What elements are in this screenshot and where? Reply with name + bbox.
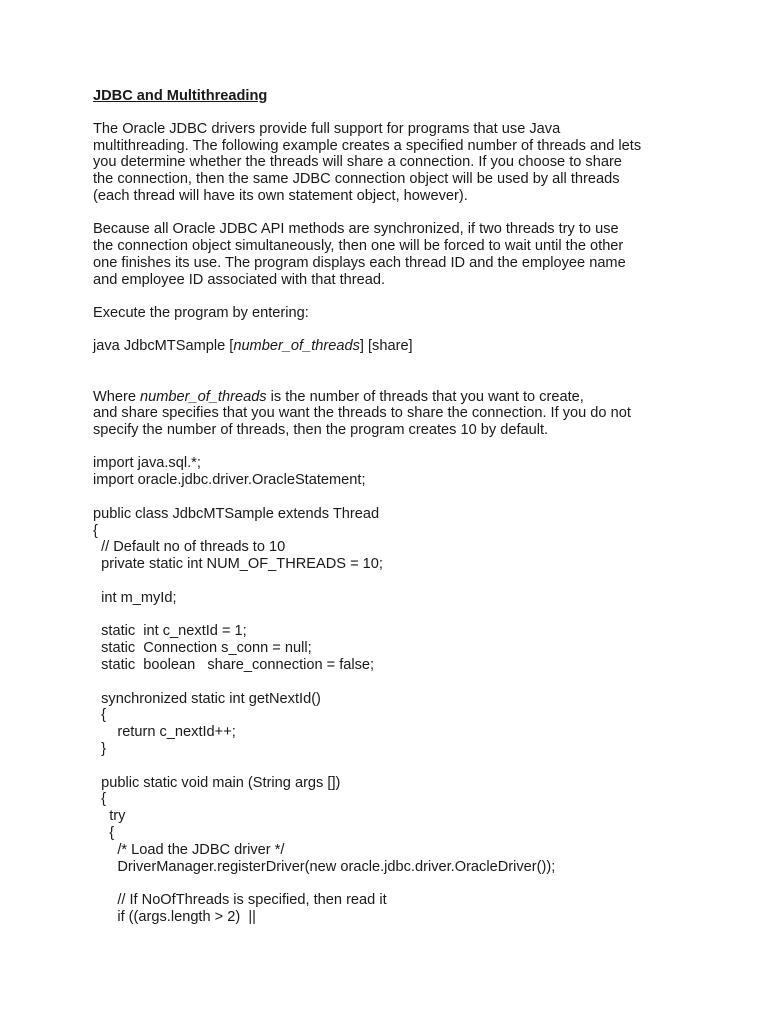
- intro-paragraph: [93, 121, 733, 205]
- code-line: {: [93, 824, 115, 841]
- text-line: and employee ID associated with that thread.: [93, 271, 386, 288]
- text-line: and share specifies that you want the threads to share the connection. If you do not: [93, 405, 631, 422]
- code-line: {: [93, 522, 98, 539]
- code-listing: [93, 455, 733, 925]
- code-line: private static int NUM_OF_THREADS = 10;: [93, 556, 383, 573]
- code-line: /* Load the JDBC driver */: [93, 841, 285, 858]
- where-paragraph: [93, 389, 733, 439]
- text-line: the connection, then the same JDBC connection object will be used by all threads: [93, 171, 620, 188]
- code-line: {: [93, 707, 106, 724]
- text-line: the connection object simultaneously, then one will be forced to wait until the other: [93, 238, 624, 255]
- where-param: number_of_threads: [140, 388, 267, 405]
- command-param: number_of_threads: [233, 338, 360, 355]
- code-line: // Default no of threads to 10: [93, 539, 286, 556]
- command-suffix: ] [share]: [359, 338, 413, 355]
- code-line: public class JdbcMTSample extends Thread: [93, 505, 380, 522]
- synchronization-paragraph: [93, 221, 733, 288]
- execute-instruction: [93, 305, 733, 322]
- code-line: [93, 607, 733, 624]
- code-line: static Connection s_conn = null;: [93, 640, 312, 657]
- code-line: public static void main (String args []): [93, 774, 341, 791]
- document-title: JDBC and Multithreading: [93, 88, 268, 104]
- code-line: }: [93, 741, 106, 757]
- text-line: The Oracle JDBC drivers provide full support for programs that use Java: [93, 120, 561, 137]
- command-line: [93, 338, 733, 355]
- code-line: // If NoOfThreads is specified, then read it: [93, 892, 387, 909]
- where-suffix: is the number of threads that you want to create,: [266, 388, 584, 405]
- code-line: import oracle.jdbc.driver.OracleStatement;: [93, 472, 366, 489]
- command-prefix: java JdbcMTSample [: [93, 338, 234, 355]
- code-line: DriverManager.registerDriver(new oracle.jdbc.driver.OracleDriver());: [93, 858, 556, 875]
- document-page: [93, 88, 733, 926]
- code-line: try: [93, 808, 126, 825]
- code-line: [93, 875, 733, 892]
- code-line: if ((args.length > 2) ||: [93, 908, 256, 925]
- code-line: [93, 758, 733, 775]
- code-line: [93, 573, 733, 590]
- code-line: [93, 489, 733, 506]
- code-line: static boolean share_connection = false;: [93, 657, 375, 674]
- code-line: [93, 674, 733, 691]
- code-line: return c_nextId++;: [93, 724, 236, 741]
- where-prefix: Where: [93, 388, 141, 405]
- text-line: one finishes its use. The program displays each thread ID and the employee name: [93, 254, 626, 271]
- text-line: [93, 389, 733, 406]
- code-line: int m_myId;: [93, 589, 177, 606]
- code-line: static int c_nextId = 1;: [93, 623, 247, 640]
- text-line: Execute the program by entering:: [93, 304, 309, 321]
- code-line: synchronized static int getNextId(): [93, 690, 321, 707]
- text-line: [93, 338, 733, 355]
- text-line: multithreading. The following example creates a specified number of threads and lets: [93, 137, 642, 154]
- code-line: {: [93, 791, 106, 808]
- code-line: import java.sql.*;: [93, 455, 201, 472]
- text-line: specify the number of threads, then the program creates 10 by default.: [93, 422, 549, 439]
- text-line: you determine whether the threads will share a connection. If you choose to share: [93, 154, 622, 171]
- text-line: Because all Oracle JDBC API methods are synchronized, if two threads try to use: [93, 221, 619, 238]
- text-line: (each thread will have its own statement object, however).: [93, 187, 468, 204]
